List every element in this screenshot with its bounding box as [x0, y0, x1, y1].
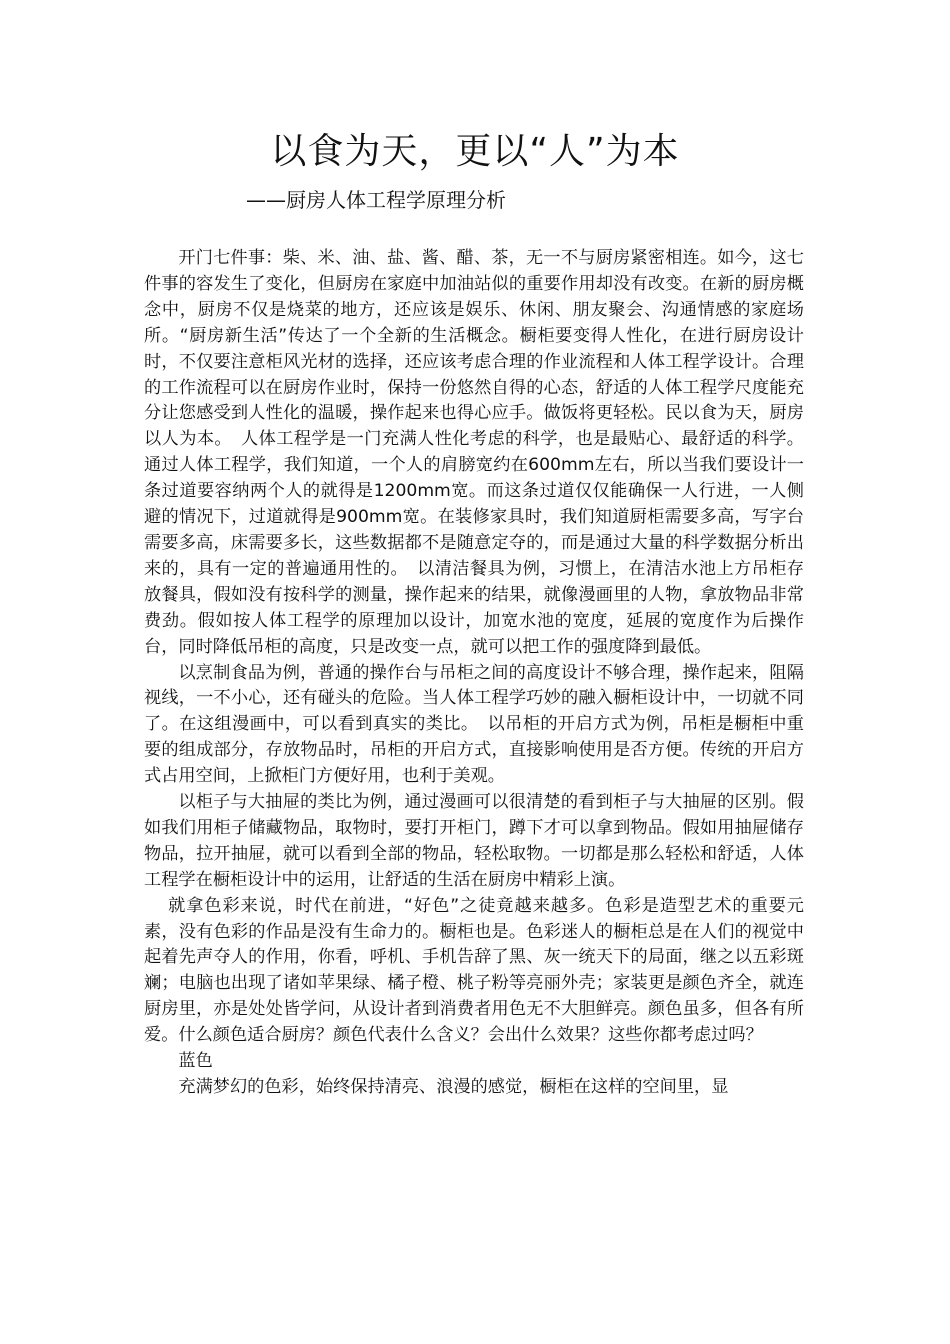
paragraph: 以烹制食品为例，普通的操作台与吊柜之间的高度设计不够合理，操作起来，阻隔视线，一不小心，还有碰头的危险。当人体工程学巧妙的融入橱柜设计中，一切就不同了。在这组漫画中，可以看到真实的类比。 以吊柜的开启方式为例，吊柜是橱柜中重要的组成部分，存放物品时，吊柜的开启方式，直接影响使用是否方便。传统的开启方式占用空间，上掀柜门方便好用，也利于美观。 — [144, 662, 804, 787]
paragraph: 以柜子与大抽屉的类比为例，通过漫画可以很清楚的看到柜子与大抽屉的区别。假如我们用柜子储藏物品，取物时，要打开柜门，蹲下才可以拿到物品。假如用抽屉储存物品，拉开抽屉，就可以看到全部的物品，轻松取物。一切都是那么轻松和舒适，人体工程学在橱柜设计中的运用，让舒适的生活在厨房中精彩上演。 — [144, 792, 804, 890]
paragraph: 充满梦幻的色彩，始终保持清亮、浪漫的感觉，橱柜在这样的空间里，显 — [178, 1077, 729, 1097]
document-body — [144, 246, 804, 1101]
page-title: 以食为天，更以“人”为本 — [270, 131, 680, 172]
page-subtitle: ——厨房人体工程学原理分析 — [246, 188, 506, 212]
paragraph: 就拿色彩来说，时代在前进，“好色”之徒竟越来越多。色彩是造型艺术的重要元素，没有色彩的作品是没有生命力的。橱柜也是。色彩迷人的橱柜总是在人们的视觉中起着先声夺人的作用，你看，呼机、手机告辞了黑、灰一统天下的局面，继之以五彩斑斓；电脑也出现了诸如苹果绿、橘子橙、桃子粉等亮丽外壳；家装更是颜色齐全，就连厨房里，亦是处处皆学问，从设计者到消费者用色无不大胆鲜亮。颜色虽多，但各有所爱。什么颜色适合厨房？颜色代表什么含义？会出什么效果？这些你都考虑过吗？ — [144, 895, 804, 1046]
paragraph: 开门七件事：柴、米、油、盐、酱、醋、茶，无一不与厨房紧密相连。如今，这七件事的容发生了变化，但厨房在家庭中加油站似的重要作用却没有改变。在新的厨房概念中，厨房不仅是烧菜的地方，还应该是娱乐、休闲、朋友聚会、沟通情感的家庭场所。“厨房新生活”传达了一个全新的生活概念。橱柜要变得人性化，在进行厨房设计时，不仅要注意柜风光材的选择，还应该考虑合理的作业流程和人体工程学设计。合理的工作流程可以在厨房作业时，保持一份悠然自得的心态，舒适的人体工程学尺度能充分让您感受到人性化的温暖，操作起来也得心应手。做饭将更轻松。民以食为天，厨房以人为本。 人体工程学是一门充满人性化考虑的科学，也是最贴心、最舒适的科学。通过人体工程学，我们知道，一个人的肩膀宽约在600mm左右，所以当我们要设计一条过道要容纳两个人的就得是1200mm宽。而这条过道仅仅能确保一人行进，一人侧避的情况下，过道就得是900mm宽。在装修家具时，我们知道厨柜需要多高，写字台需要多高，床需要多长，这些数据都不是随意定夺的，而是通过大量的科学数据分析出来的，具有一定的普遍通用性的。 以清洁餐具为例，习惯上，在清洁水池上方吊柜存放餐具，假如没有按科学的测量，操作起来的结果，就像漫画里的人物，拿放物品非常费劲。假如按人体工程学的原理加以设计，加宽水池的宽度，延展的宽度作为后操作台，同时降低吊柜的高度，只是改变一点，就可以把工作的强度降到最低。 — [144, 248, 804, 657]
section-heading: 蓝色 — [178, 1051, 213, 1072]
